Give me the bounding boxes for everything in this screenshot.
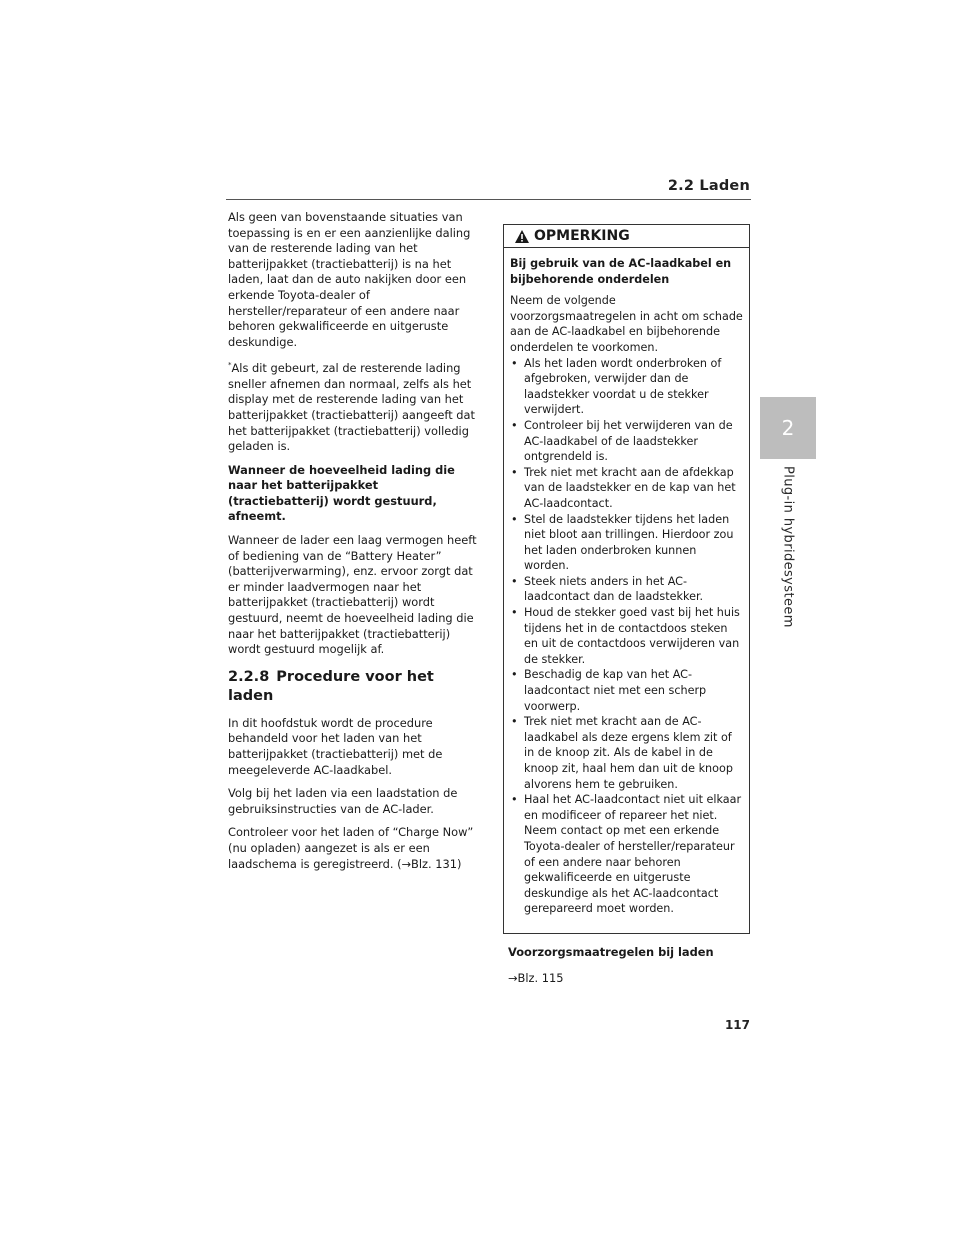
section-number: 2.2.8 bbox=[228, 668, 270, 685]
chapter-label: Plug-in hybridesysteem bbox=[780, 466, 796, 628]
bullet: • bbox=[511, 512, 518, 526]
bullet: • bbox=[511, 465, 518, 479]
list-item bbox=[510, 792, 744, 917]
list-item-text: Steek niets anders in het AC-laadcontact dan de laadstekker. bbox=[524, 574, 704, 604]
list-item-text: Haal het AC-laadcontact niet uit elkaar en modificeer of repareer het niet. Neem contact op met een erkende Toyota-dealer of hersteller/reparateur of een andere naar behoren gekwalificeerde en uitgeruste deskundige als het AC-laadcontact gerepareerd moet worden. bbox=[524, 793, 742, 916]
footnote-mark: * bbox=[228, 361, 232, 370]
list-item-text: Stel de laadstekker tijdens het laden niet bloot aan trillingen. Hierdoor zou het laden onderbroken kunnen worden. bbox=[524, 512, 734, 573]
list-item-text: Als het laden wordt onderbroken of afgebroken, verwijder dan de laadstekker voordat u de stekker verwijdert. bbox=[524, 356, 722, 417]
bullet: • bbox=[511, 715, 518, 729]
bullet: • bbox=[511, 606, 518, 620]
list-item-text: Trek niet met kracht aan de afdekkap van de laadstekker en de kap van het AC-laadcontact. bbox=[524, 465, 736, 510]
notice-title: OPMERKING bbox=[534, 228, 630, 244]
notice-subtitle: Bij gebruik van de AC-laadkabel en bijbehorende onderdelen bbox=[510, 257, 732, 286]
list-item bbox=[510, 512, 744, 574]
list-item bbox=[510, 605, 744, 667]
precautions-heading: Voorzorgsmaatregelen bij laden bbox=[508, 945, 714, 959]
bullet: • bbox=[511, 418, 518, 432]
paragraph-4: Volg bij het laden via een laadstation de gebruiksinstructies van de AC-lader. bbox=[228, 786, 458, 816]
section-header-title: 2.2 Laden bbox=[667, 178, 750, 194]
header-divider bbox=[226, 199, 751, 200]
paragraph-2: Wanneer de lader een laag vermogen heeft of bediening van de “Battery Heater” (batterijverwarming), enz. ervoor zorgt dat er minder laadvermogen naar het batterijpakket (tractiebatterij) wordt gestuurd, neemt de hoeveelheid lading die naar het batterijpakket (tractiebatterij) wordt gestuurd mogelijk af. bbox=[228, 533, 477, 657]
precautions-section bbox=[508, 945, 758, 996]
bullet: • bbox=[511, 356, 518, 370]
list-item bbox=[510, 714, 744, 792]
warning-icon bbox=[514, 229, 530, 244]
notice-header bbox=[504, 225, 749, 248]
list-item bbox=[510, 465, 744, 512]
chapter-tab bbox=[760, 397, 816, 459]
page-reference-link[interactable]: →Blz. 115 bbox=[508, 970, 564, 985]
left-column bbox=[228, 210, 478, 880]
notice-box bbox=[503, 224, 750, 934]
bullet: • bbox=[511, 793, 518, 807]
section-heading bbox=[228, 668, 478, 706]
notice-body bbox=[504, 248, 749, 917]
list-item-text: Controleer bij het verwijderen van de AC-laadkabel of de laadstekker ontgrendeld is. bbox=[524, 418, 733, 464]
footnote-text: Als dit gebeurt, zal de resterende lading sneller afnemen dan normaal, zelfs als het display met de resterende lading van het batterijpakket (tractiebatterij) aangeeft dat het batterijpakket (tractiebatterij) volledig geladen is. bbox=[228, 361, 475, 454]
list-item bbox=[510, 667, 744, 714]
list-item-text: Trek niet met kracht aan de AC-laadkabel als deze ergens klem zit of in de knoop zit. Als de kabel in de knoop zit, haal hem dan uit de knoop alvorens hem te gebruiken. bbox=[524, 715, 733, 791]
list-item-text: Beschadig de kap van het AC-laadcontact niet met een scherp voorwerp. bbox=[524, 668, 707, 713]
chapter-number: 2 bbox=[781, 416, 795, 440]
list-item-text: Houd de stekker goed vast bij het huis tijdens het in de contactdoos steken en uit de contactdoos verwijderen van de stekker. bbox=[524, 606, 740, 666]
section-title: Procedure voor het laden bbox=[228, 668, 434, 704]
bullet: • bbox=[511, 668, 518, 682]
page-number: 117 bbox=[724, 1018, 750, 1032]
list-item bbox=[510, 574, 744, 605]
notice-intro: Neem de volgende voorzorgsmaatregelen in acht om schade aan de AC-laadkabel en bijbehorende onderdelen te voorkomen. bbox=[510, 294, 743, 354]
paragraph-1: Als geen van bovenstaande situaties van toepassing is en er een aanzienlijke daling van de resterende lading van het batterijpakket (tractiebatterij) is na het laden, laat dan de auto nakijken door een erkende Toyota-dealer of hersteller/reparateur of een andere naar behoren gekwalificeerde en uitgeruste deskundige. bbox=[228, 210, 471, 349]
paragraph-3: In dit hoofdstuk wordt de procedure behandeld voor het laden van het batterijpakket (tractiebatterij) met de meegeleverde AC-laadkabel. bbox=[228, 715, 443, 777]
bullet: • bbox=[511, 574, 518, 588]
list-item bbox=[510, 356, 744, 418]
list-item bbox=[510, 418, 744, 465]
subheading: Wanneer de hoeveelheid lading die naar het batterijpakket (tractiebatterij) wordt gestuurd, afneemt. bbox=[228, 462, 455, 524]
footnote bbox=[228, 358, 478, 454]
paragraph-5: Controleer voor het laden of “Charge Now” (nu opladen) aangezet is als er een laadschema is geregistreerd. (→Blz. 131) bbox=[228, 825, 474, 871]
notice-list bbox=[510, 356, 744, 917]
